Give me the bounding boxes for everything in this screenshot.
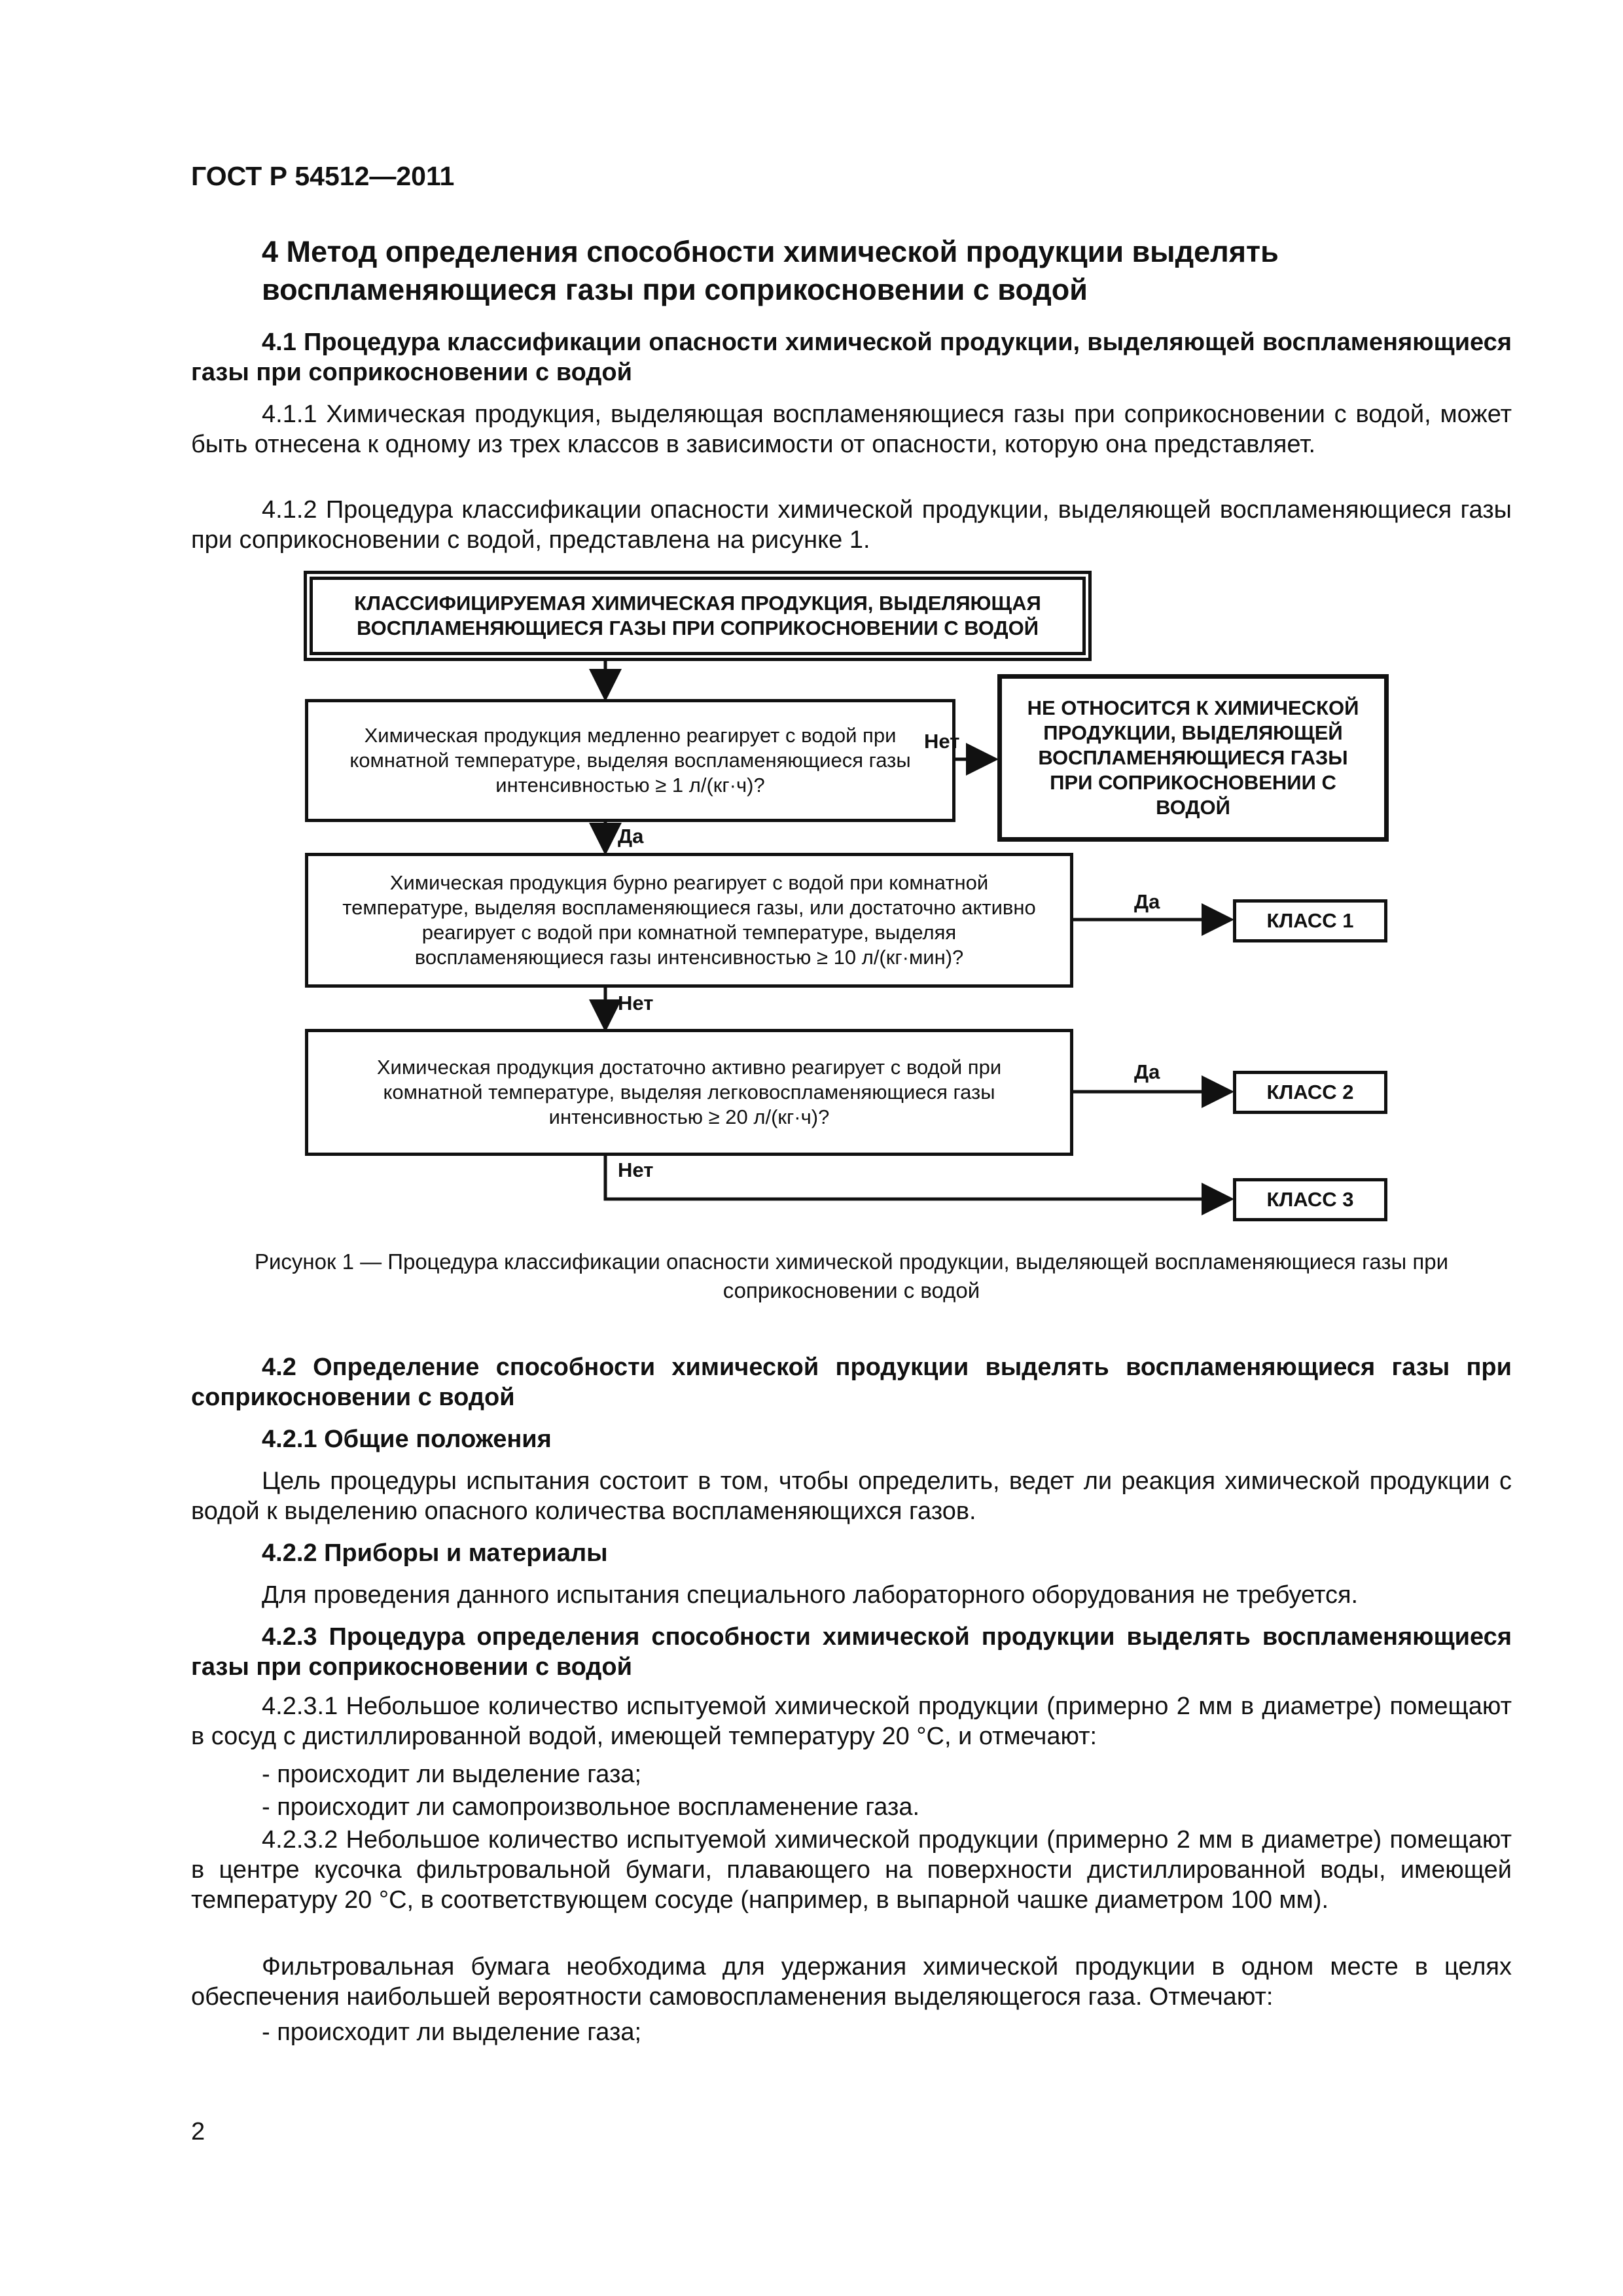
- flowchart-class-1: КЛАСС 1: [1233, 899, 1387, 942]
- flowchart-question-2: Химическая продукция бурно реагирует с водой при комнатной температуре, выделяя воспламеняющиеся газы, или достаточно активно реагирует с водой при комнатной температуре, выделяя воспламеняющиеся газы интенсивностью ≥ 10 л/(кг·мин)?: [305, 853, 1073, 988]
- section-4-2-title: 4.2 Определение способности химической продукции выделять воспламеняющиеся газы при соприкосновении с водой: [191, 1354, 1512, 1411]
- flowchart-question-1: Химическая продукция медленно реагирует с водой при комнатной температуре, выделяя воспламеняющиеся газы интенсивностью ≥ 1 л/(кг·ч)?: [305, 699, 955, 822]
- flowchart-question-3: Химическая продукция достаточно активно реагирует с водой при комнатной температуре, выделяя легковоспламеняющиеся газы интенсивностью ≥ 20 л/(кг·ч)?: [305, 1029, 1073, 1156]
- paragraph-4-2-1: Цель процедуры испытания состоит в том, чтобы определить, ведет ли реакция химической продукции с водой к выделению опасного количества воспламеняющихся газов.: [191, 1467, 1512, 1525]
- flowchart-class-3: КЛАСС 3: [1233, 1178, 1387, 1221]
- label-no-3: Нет: [618, 1158, 654, 1181]
- paragraph-filter-paper: Фильтровальная бумага необходима для удержания химической продукции в одном месте в целях обеспечения наибольшей вероятности самовоспламенения выделяющегося газа. Отмечают:: [191, 1953, 1512, 2011]
- paragraph-4-1-1: 4.1.1 Химическая продукция, выделяющая воспламеняющиеся газы при соприкосновении с водой, может быть отнесена к одному из трех классов в зависимости от опасности, которую она представляет.: [191, 401, 1512, 458]
- paragraph-4-2-2: Для проведения данного испытания специального лабораторного оборудования не требуется.: [262, 1581, 1359, 1609]
- flowchart-start-box: КЛАССИФИЦИРУЕМАЯ ХИМИЧЕСКАЯ ПРОДУКЦИЯ, ВЫДЕЛЯЮЩАЯ ВОСПЛАМЕНЯЮЩИЕСЯ ГАЗЫ ПРИ СОПРИКОСНОВЕНИИ С ВОДОЙ: [304, 571, 1092, 661]
- label-no-2: Нет: [618, 992, 654, 1014]
- list-item: - происходит ли выделение газа;: [262, 2018, 642, 2046]
- list-item: - происходит ли самопроизвольное воспламенение газа.: [262, 1793, 920, 1821]
- figure-caption: Рисунок 1 — Процедура классификации опасности химической продукции, выделяющей воспламеняющиеся газы при соприкосновении с водой: [254, 1249, 1449, 1302]
- label-yes-1: Да: [618, 825, 644, 848]
- label-no-1: Нет: [924, 730, 960, 753]
- label-yes-2: Да: [1134, 890, 1160, 913]
- section-4-2-3-title: 4.2.3 Процедура определения способности химической продукции выделять воспламеняющиеся газы при соприкосновении с водой: [191, 1623, 1512, 1681]
- section-4-2-1-title: 4.2.1 Общие положения: [262, 1426, 552, 1453]
- document-header: ГОСТ Р 54512—2011: [191, 161, 455, 191]
- paragraph-4-2-3-1: 4.2.3.1 Небольшое количество испытуемой химической продукции (примерно 2 мм в диаметре) помещают в сосуд с дистиллированной водой, имеющей температуру 20 °С, и отмечают:: [191, 1693, 1512, 1750]
- section-4-1-title: 4.1 Процедура классификации опасности химической продукции, выделяющей воспламеняющиеся газы при соприкосновении с водой: [191, 329, 1512, 386]
- flowchart-class-2: КЛАСС 2: [1233, 1071, 1387, 1114]
- label-yes-3: Да: [1134, 1060, 1160, 1083]
- arrow-q3-no: [605, 1156, 1228, 1199]
- list-item: - происходит ли выделение газа;: [262, 1761, 642, 1788]
- flowchart-not-related-box: НЕ ОТНОСИТСЯ К ХИМИЧЕСКОЙ ПРОДУКЦИИ, ВЫДЕЛЯЮЩЕЙ ВОСПЛАМЕНЯЮЩИЕСЯ ГАЗЫ ПРИ СОПРИКОСНОВЕНИИ С ВОДОЙ: [997, 674, 1389, 842]
- section-4-2-2-title: 4.2.2 Приборы и материалы: [262, 1539, 608, 1567]
- paragraph-4-2-3-2: 4.2.3.2 Небольшое количество испытуемой химической продукции (примерно 2 мм в диаметре) помещают в центре кусочка фильтровальной бумаги, плавающего на поверхности дистиллированной воды, имеющей температуру 20 °С, в соответствующем сосуде (например, в выпарной чашке диаметром 100 мм).: [191, 1826, 1512, 1914]
- section-4-title: 4 Метод определения способности химической продукции выделять воспламеняющиеся газы при соприкосновении с водой: [262, 235, 1279, 306]
- page-number: 2: [191, 2118, 205, 2145]
- paragraph-4-1-2: 4.1.2 Процедура классификации опасности химической продукции, выделяющей воспламеняющиеся газы при соприкосновении с водой, представлена на рисунке 1.: [191, 496, 1512, 554]
